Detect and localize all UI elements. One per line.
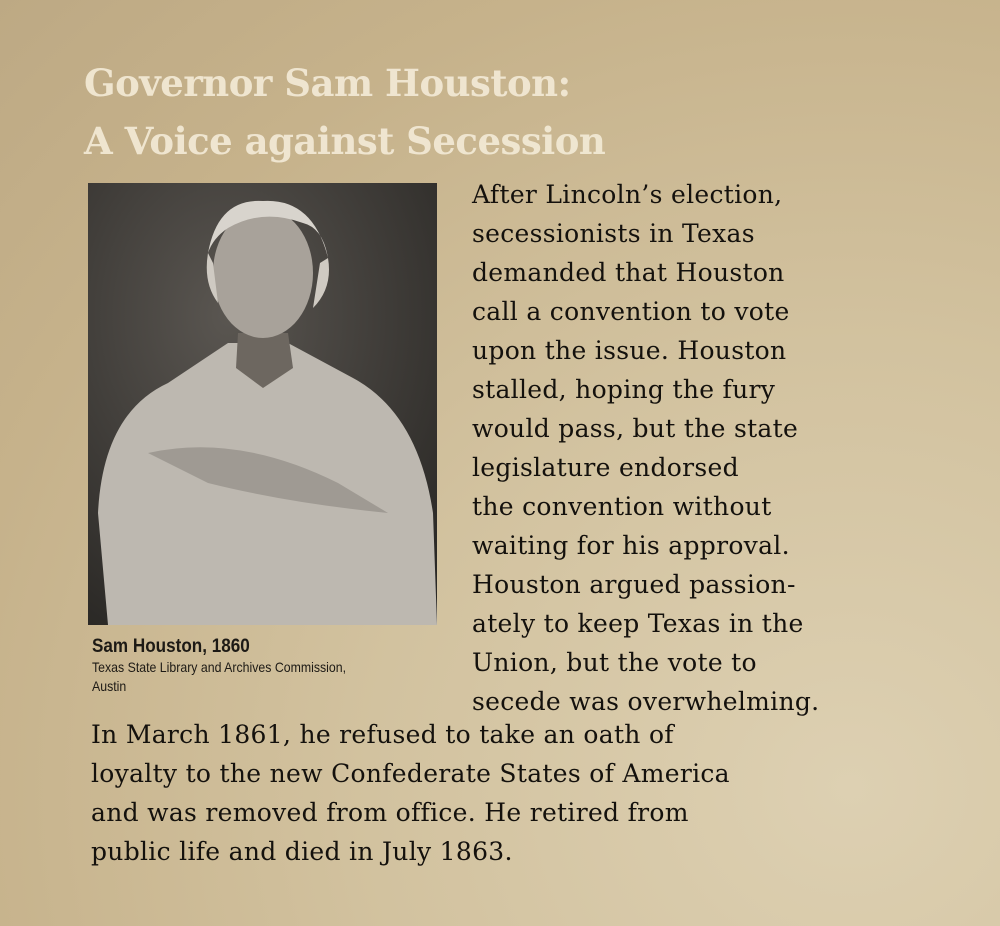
body-line: secede was overwhelming.	[472, 687, 820, 716]
title-line-2: A Voice against Secession	[84, 119, 606, 163]
body-text-right	[472, 175, 819, 721]
body-line: demanded that Houston	[472, 258, 785, 287]
body-line: and was removed from office. He retired from	[91, 798, 689, 827]
caption-credit: Austin	[92, 678, 127, 694]
body-line: secessionists in Texas	[472, 219, 755, 248]
body-line: legislature endorsed	[472, 453, 739, 482]
body-line: public life and died in July 1863.	[91, 837, 513, 866]
body-line: upon the issue. Houston	[472, 336, 787, 365]
exhibit-title	[84, 54, 605, 170]
body-line: Houston argued passion-	[472, 570, 796, 599]
body-line: ately to keep Texas in the	[472, 609, 804, 638]
title-line-1: Governor Sam Houston:	[84, 61, 571, 105]
body-line: After Lincoln’s election,	[472, 180, 783, 209]
body-line: would pass, but the state	[472, 414, 799, 443]
photo-caption	[92, 636, 381, 696]
body-line: the convention without	[472, 492, 772, 521]
body-line: stalled, hoping the fury	[472, 375, 776, 404]
body-line: In March 1861, he refused to take an oath of	[91, 720, 674, 749]
portrait-photo	[88, 183, 437, 625]
body-line: waiting for his approval.	[472, 531, 790, 560]
body-line: call a convention to vote	[472, 297, 790, 326]
body-text-bottom	[91, 715, 730, 871]
body-line: loyalty to the new Confederate States of America	[91, 759, 730, 788]
caption-title: Sam Houston, 1860	[92, 636, 250, 657]
body-line: Union, but the vote to	[472, 648, 757, 677]
caption-credit: Texas State Library and Archives Commission,	[92, 659, 347, 675]
